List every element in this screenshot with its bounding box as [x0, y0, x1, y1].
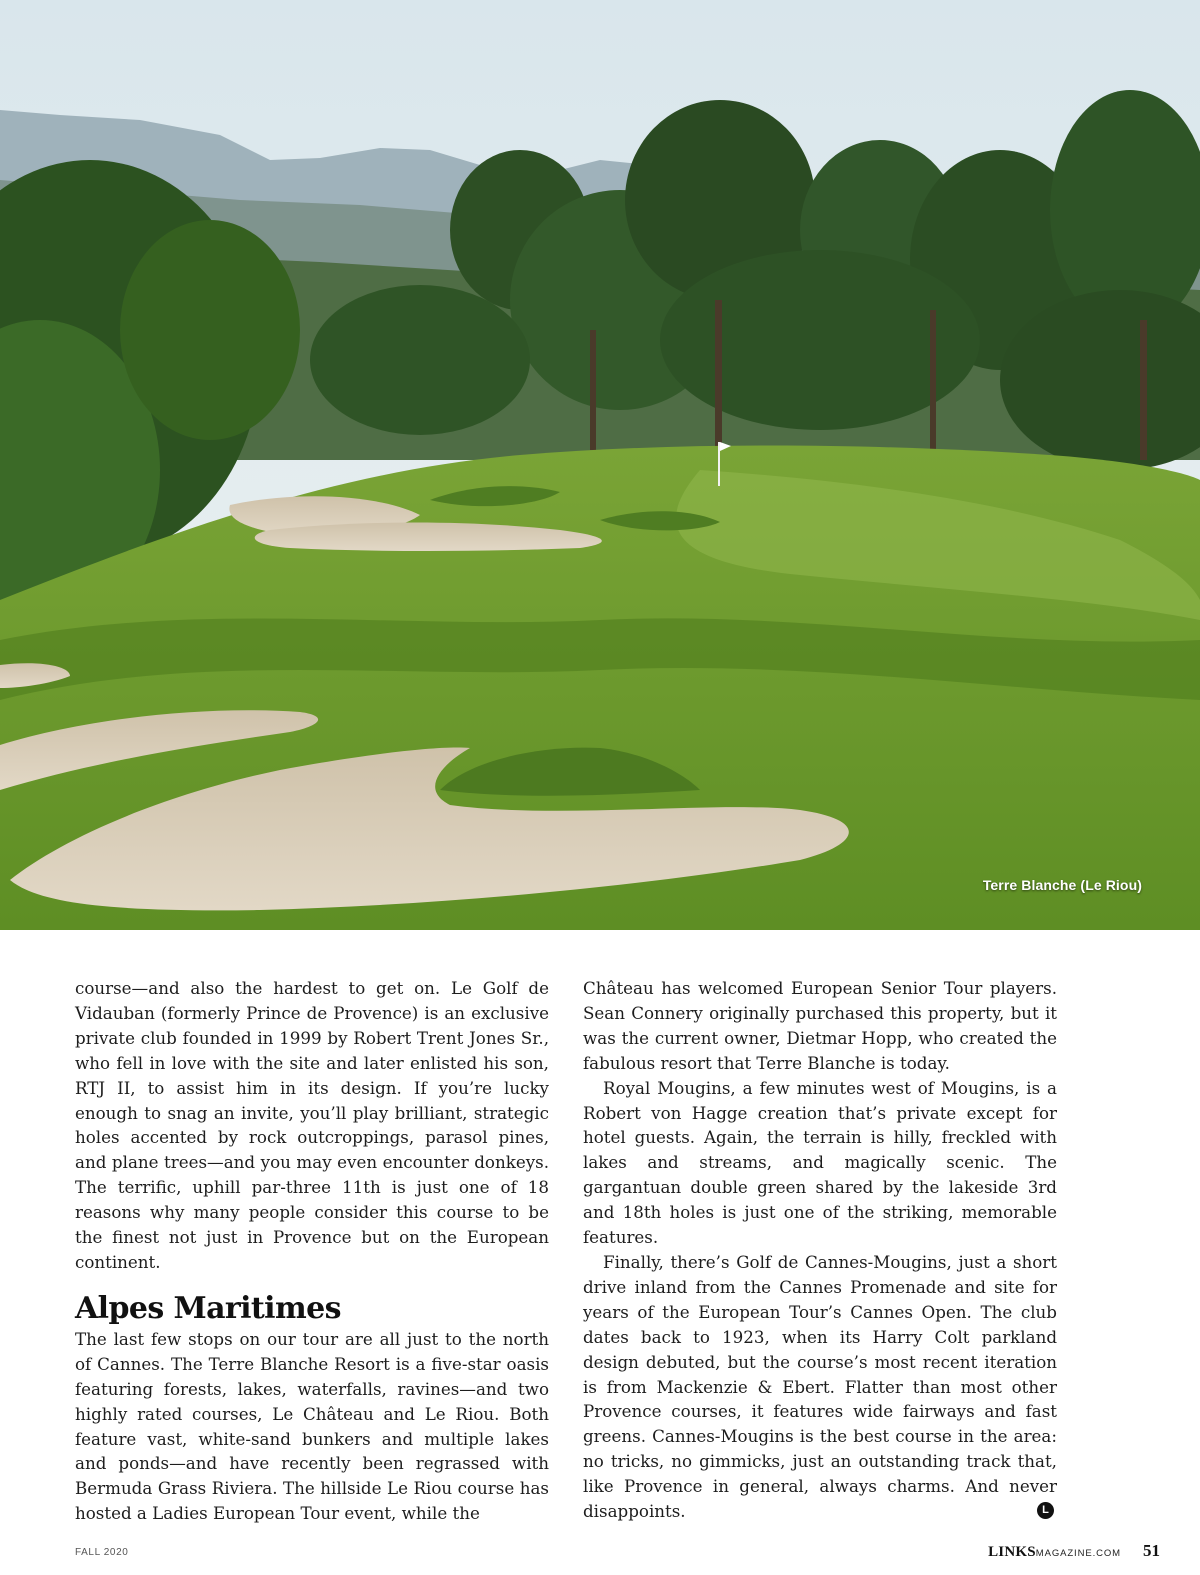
section-heading: Alpes Maritimes	[75, 1290, 341, 1326]
page-footer	[988, 1541, 1160, 1561]
article-paragraph: Finally, there’s Golf de Cannes-Mougins, just a short drive inland from the Cannes Promenade and site for years of the European Tour’s Cannes Open. The club dates back to 1923, when its Harry Colt parkland design debuted, but the course’s most recent iteration is from Mackenzie & Ebert. Flatter than most other Provence courses, it features wide fairways and fast greens. Cannes-Mougins is the best course in the area: no tricks, no gimmicks, just an outstanding track that, like Provence in general, always charms. And never disappoints.	[583, 1251, 1057, 1522]
issue-label: FALL 2020	[75, 1547, 129, 1558]
article-column-left	[75, 976, 549, 1526]
links-end-mark-icon: L	[1037, 1502, 1054, 1519]
article-paragraph: The last few stops on our tour are all just to the north of Cannes. The Terre Blanche Resort is a five-star oasis featuring forests, lakes, waterfalls, ravines—and two highly rated courses, Le Château and Le Riou. Both feature vast, white-sand bunkers and multiple lakes and ponds—and have recently been regrassed with Bermuda Grass Riviera. The hillside Le Riou course has hosted a Ladies European Tour event, while the	[75, 1328, 549, 1524]
page-number: 51	[1143, 1541, 1160, 1560]
brand-site: MAGAZINE.COM	[1035, 1548, 1121, 1559]
article-column-right	[583, 976, 1057, 1524]
article-paragraph: Château has welcomed European Senior Tour players. Sean Connery originally purchased this property, but it was the current owner, Dietmar Hopp, who created the fabulous resort that Terre Blanche is today.	[583, 978, 1057, 1073]
article-paragraph: Royal Mougins, a few minutes west of Mougins, is a Robert von Hagge creation that’s private except for hotel guests. Again, the terrain is hilly, freckled with lakes and streams, and magically scenic. The gargantuan double green shared by the lakeside 3rd and 18th holes is just one of the striking, memorable features.	[583, 1077, 1057, 1248]
photo-caption: Terre Blanche (Le Riou)	[982, 877, 1142, 893]
brand-wordmark	[988, 1541, 1121, 1561]
article-paragraph: course—and also the hardest to get on. Le Golf de Vidauban (formerly Prince de Provence) is an exclusive private club founded in 1999 by Robert Trent Jones Sr., who fell in love with the site and later enlisted his son, RTJ II, to assist him in its design. If you’re lucky enough to snag an invite, you’ll play brilliant, strategic holes accented by rock outcroppings, parasol pines, and plane trees—and you may even encounter donkeys. The terrific, uphill par-three 11th is just one of 18 reasons why many people consider this course to be the finest not just in Provence but on the European continent.	[75, 978, 549, 1272]
brand-name: LINKS	[988, 1544, 1036, 1560]
